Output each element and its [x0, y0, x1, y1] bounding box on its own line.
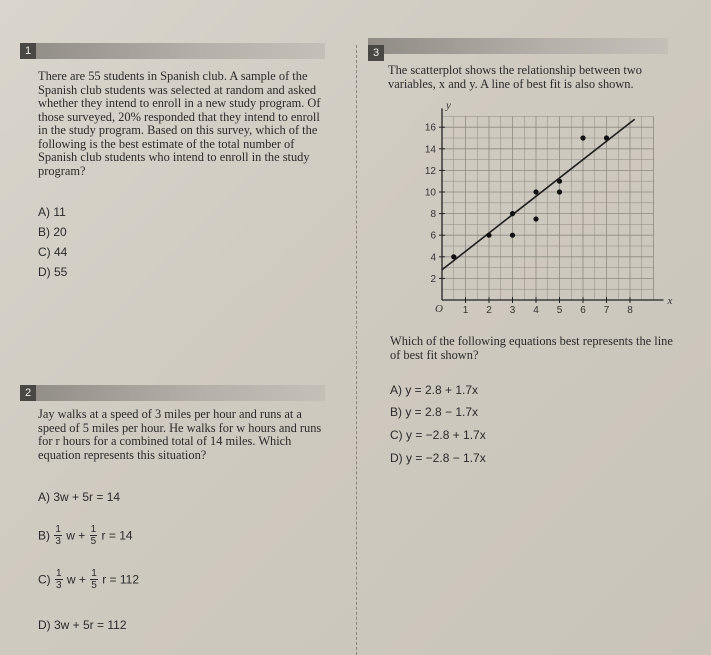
y-tick-label: 8 [430, 209, 436, 221]
x-tick-label: 8 [627, 305, 633, 316]
x-tick-label: 6 [580, 305, 586, 316]
q1-header-bar [20, 43, 325, 59]
q2-choice-c-end: r = 112 [102, 572, 139, 587]
column-divider [356, 45, 357, 655]
x-tick-label: 4 [533, 305, 539, 316]
data-point [451, 254, 456, 259]
data-point [580, 135, 585, 140]
x-tick-label: 1 [462, 305, 469, 316]
q3-question-text: Which of the following equations best represents the line of best fit shown? [390, 334, 673, 362]
data-point [604, 135, 609, 140]
q2-choice-c-middle: w + [66, 572, 86, 587]
y-tick-label: 2 [430, 273, 436, 285]
q3-number: 3 [368, 45, 384, 61]
q3-header-bar [368, 38, 668, 54]
y-tick-label: 12 [424, 165, 436, 177]
x-tick-label: 5 [556, 305, 563, 316]
q2-choice-c-fraction-1: $\frac{1}{3}$ [56, 568, 62, 591]
data-point [557, 179, 562, 184]
scatterplot [410, 99, 673, 325]
q3-choice-d[interactable]: D) y = −2.8 − 1.7x [390, 451, 486, 465]
q2-number: 2 [20, 385, 36, 401]
data-point [510, 233, 515, 238]
q1-number: 1 [20, 43, 36, 59]
q2-choice-c-fraction-2: $\frac{1}{5}$ [91, 568, 97, 591]
q2-choice-b-fraction-1: $\frac{1}{3}$ [55, 524, 61, 547]
q2-choice-b[interactable] [38, 524, 133, 547]
y-tick-label: 10 [424, 187, 436, 199]
q1-choice-b[interactable]: B) 20 [38, 225, 67, 239]
q1-choice-d[interactable]: D) 55 [38, 265, 68, 279]
y-tick-label: 4 [430, 252, 436, 264]
y-tick-label: 14 [424, 144, 436, 156]
x-tick-label: 2 [486, 305, 492, 316]
q2-choice-b-label: B) [38, 528, 50, 543]
x-tick-label: 3 [509, 305, 516, 316]
q2-question-text: Jay walks at a speed of 3 miles per hour and runs at a speed of 5 miles per hour. He walks for w hours and runs for r hours for a combined total of 14 miles. Which equation represents this situation? [38, 407, 322, 462]
y-tick-label: 16 [424, 122, 436, 134]
q3-intro-text: The scatterplot shows the relationship between two variables, x and y. A line of best fit is also shown. [388, 63, 642, 91]
data-point [533, 216, 538, 221]
q3-choice-b[interactable]: B) y = 2.8 − 1.7x [390, 405, 479, 419]
data-point [533, 189, 538, 194]
data-point [557, 189, 562, 194]
q2-choice-b-middle: w + [66, 528, 86, 543]
x-axis-label: x [667, 295, 673, 307]
q3-choice-a[interactable]: A) y = 2.8 + 1.7x [390, 383, 479, 397]
y-axis-label: y [446, 99, 451, 112]
q2-header-bar [20, 385, 325, 401]
data-point [486, 233, 491, 238]
origin-label: O [435, 303, 443, 315]
q2-choice-d[interactable]: D) 3w + 5r = 112 [38, 618, 127, 632]
q2-choice-b-end: r = 14 [101, 528, 133, 543]
q2-choice-a[interactable]: A) 3w + 5r = 14 [38, 490, 121, 504]
y-tick-label: 6 [430, 230, 436, 242]
q1-question-text: There are 55 students in Spanish club. A sample of the Spanish club students was selected at random and asked whether they intend to enroll in a new study program. Of those surveyed, 20% responded that they intend to enroll in the study program. Based on this survey, which of the following is the best estimate of the total number of Spanish club students who intend to enroll in the study program? [38, 69, 321, 178]
q3-choice-c[interactable]: C) y = −2.8 + 1.7x [390, 428, 486, 442]
q1-choice-c[interactable]: C) 44 [38, 245, 68, 259]
data-point [510, 211, 515, 216]
q2-choice-b-fraction-2: $\frac{1}{5}$ [90, 524, 97, 547]
q2-choice-c[interactable] [38, 568, 139, 591]
q2-choice-c-label: C) [38, 572, 51, 587]
q1-choice-a[interactable]: A) 11 [38, 205, 66, 219]
line-of-best-fit [442, 119, 635, 270]
x-tick-label: 7 [603, 305, 610, 316]
